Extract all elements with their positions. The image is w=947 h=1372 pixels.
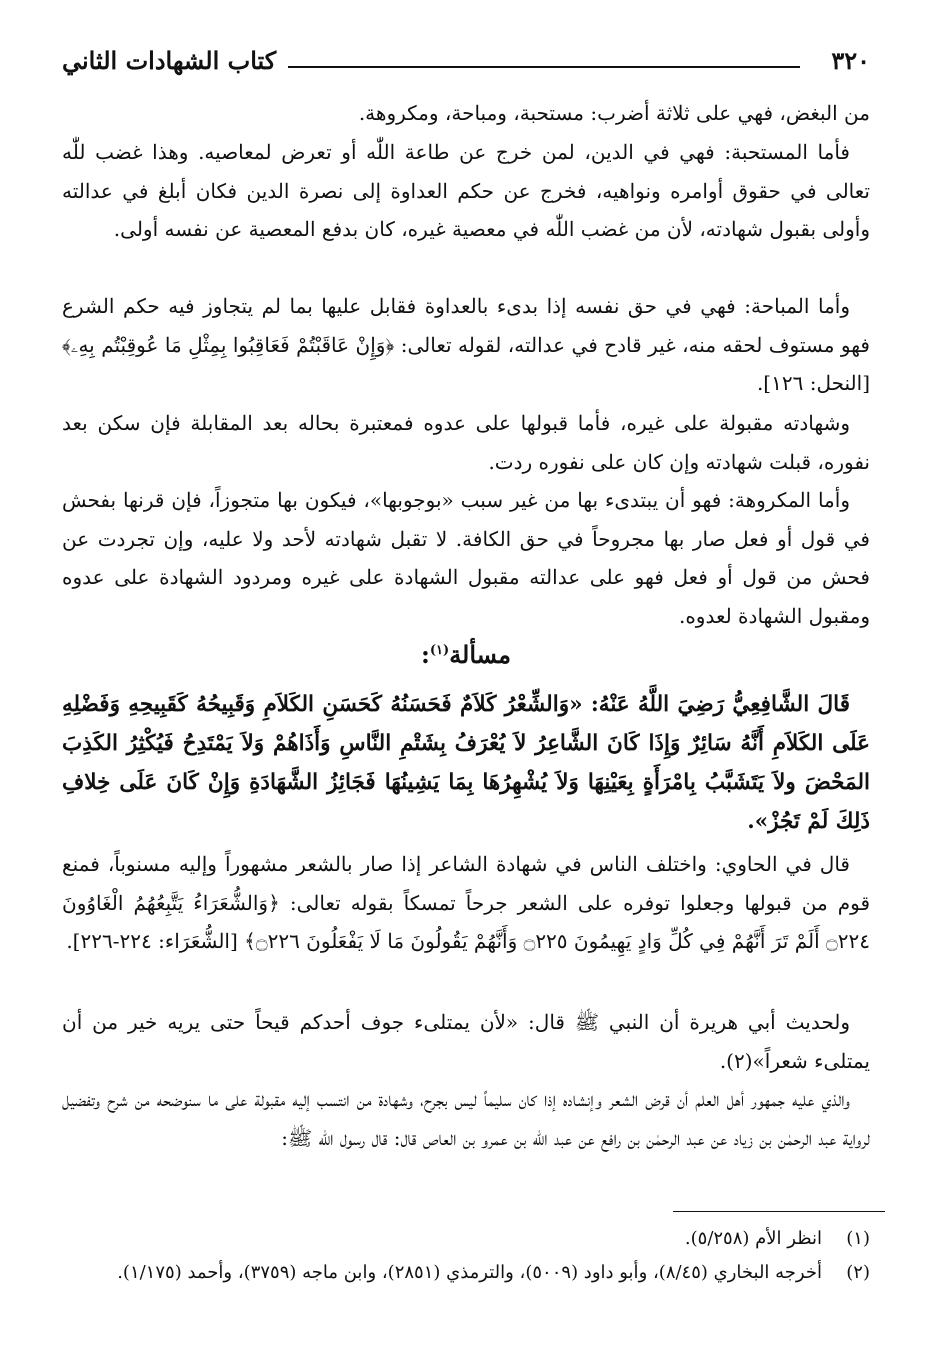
section-heading-colon: :: [421, 640, 430, 669]
footnote: [62, 1222, 870, 1256]
page-number: ٣٢٠: [831, 46, 870, 75]
footnote-number: (٢): [846, 1262, 870, 1283]
paragraph: وأما المكروهة: فهو أن يبتدىء بها من غير سبب «بوجوبها»، فيكون بها متجوزاً، فإن قرنها بفحش في قول أو فعل صار بها مجروحاً في حق الكافة. لا تقبل شهادته لأحد ولا عليه، وإن تجردت عن فحش من قول أو فعل فهو على عدالته مقبول الشهادة على غيره ومردود الشهادة على عدوه ومقبول الشهادة لعدوه.: [62, 488, 870, 628]
paragraph: وأما المباحة: فهي في حق نفسه إذا بدىء بالعداوة فقابل عليها بما لم يتجاوز فيه حكم الشرع فهو مستوف لحقه منه، غير قادح في عدالته، لقوله تعالى: ﴿وَإِنْ عَاقَبْتُمْ فَعَاقِبُوا بِمِثْلِ مَا عُوقِبْتُم بِهِۦ﴾ [النحل: ١٢٦].: [62, 294, 870, 395]
footnote-rule: [673, 1211, 885, 1212]
footnote-number: (١): [846, 1228, 870, 1249]
paragraph: من البغض، فهي على ثلاثة أضرب: مستحبة، ومباحة، ومكروهة.: [358, 101, 870, 125]
paragraph: وشهادته مقبولة على غيره، فأما قبولها على عدوه فمعتبرة بحاله بعد المقابلة فإن سكن بعد نفوره، قبلت شهادته وإن كان على نفوره ردت.: [62, 411, 870, 474]
book-title: كتاب الشهادات الثاني: [62, 46, 277, 75]
paragraph: فأما المستحبة: فهي في الدين، لمن خرج عن طاعة اللّٰه أو تعرض لمعاصيه. وهذا غضب للّٰه تعالى في حقوق أوامره ونواهيه، فخرج عن حكم العداوة إلى نصرة الدين فكان أبلغ في عدالته وأولى بقبول شهادته، لأن من غضب اللّٰه في معصية غيره، كان بدفع المعصية عن نفسه أولى.: [62, 140, 870, 241]
section-heading: [62, 640, 870, 669]
paragraph: ولحديث أبي هريرة أن النبي ﷺ قال: «لأن يمتلىء جوف أحدكم قيحاً حتى يريه خير من أن يمتلىء شعراً»(٢).: [62, 1010, 870, 1073]
footnote-text: أخرجه البخاري (٨/٤٥)، وأبو داود (٥٠٠٩)، والترمذي (٢٨٥١)، وابن ماجه (٣٧٥٩)، وأحمد (١/١٧٥).: [117, 1262, 822, 1283]
paragraph: قال في الحاوي: واختلف الناس في شهادة الشاعر إذا صار بالشعر مشهوراً وإليه مسنوباً، فمنع قوم من قبولها وجعلوا توفره على الشعر جرحاً تمسكاً بقوله تعالى: ﴿وَالشُّعَرَاءُ يَتَّبِعُهُمُ الْغَاوُونَ ۝٢٢٤ أَلَمْ تَرَ أَنَّهُمْ فِي كُلِّ وَادٍ يَهِيمُونَ ۝٢٢٥ وَأَنَّهُمْ يَقُولُونَ مَا لَا يَفْعَلُونَ ۝٢٢٦﴾ [الشُّعَرَاء: ٢٢٤-٢٢٦].: [62, 852, 870, 953]
footnote-text: انظر الأم (٥/٢٥٨).: [684, 1228, 822, 1249]
footnote: [62, 1256, 870, 1290]
header-rule: [288, 66, 800, 68]
page-header: [62, 46, 870, 82]
shafii-quote: قَالَ الشَّافِعِيُّ رَضِيَ اللَّهُ عَنْهُ: «وَالشِّعْرُ كَلاَمٌ فَحَسَنُهُ كَحَسَنِ الكَلاَمِ وَقَبِيحُهُ كَقَبِيحِهِ وَفَضْلِهِ عَلَى الكَلاَمِ أَنَّهُ سَائِرٌ وَإِذَا كَانَ الشَّاعِرُ لاَ يُعْرَفُ بِشَتْمِ النَّاسِ وَأَذَاهُمْ وَلاَ يَمْتَدِحُ فَيُكْثِرُ الكَذِبَ المَحْضَ ولاَ يَتَشَبَّبُ بِامْرَأَةٍ بِعَيْنِهَا وَلاَ يُشْهِرُهَا بِمَا يَشِينُهَا فَجَائِزُ الشَّهَادَةِ وَإِنْ كَانَ عَلَى خِلافِ ذَلِكَ لَمْ تَجُزْ».: [62, 692, 870, 834]
paragraph: والذي عليه جمهور أهل العلم أن قرض الشعر وإنشاده إذا كان سليماً ليس بجرح، وشهادة من انتسب إليه مقبولة على ما سنوضحه من شرح وتفضيل لرواية عبد الرحمٰن بن زياد عن عبد الرحمٰن بن رافع عن عبد اللّٰه بن عمرو بن العاص قال: قال رسول الله ﷺ:: [62, 1087, 870, 1150]
footnote-marker: (١): [429, 643, 450, 658]
section-heading-text: مسألة: [449, 640, 511, 669]
